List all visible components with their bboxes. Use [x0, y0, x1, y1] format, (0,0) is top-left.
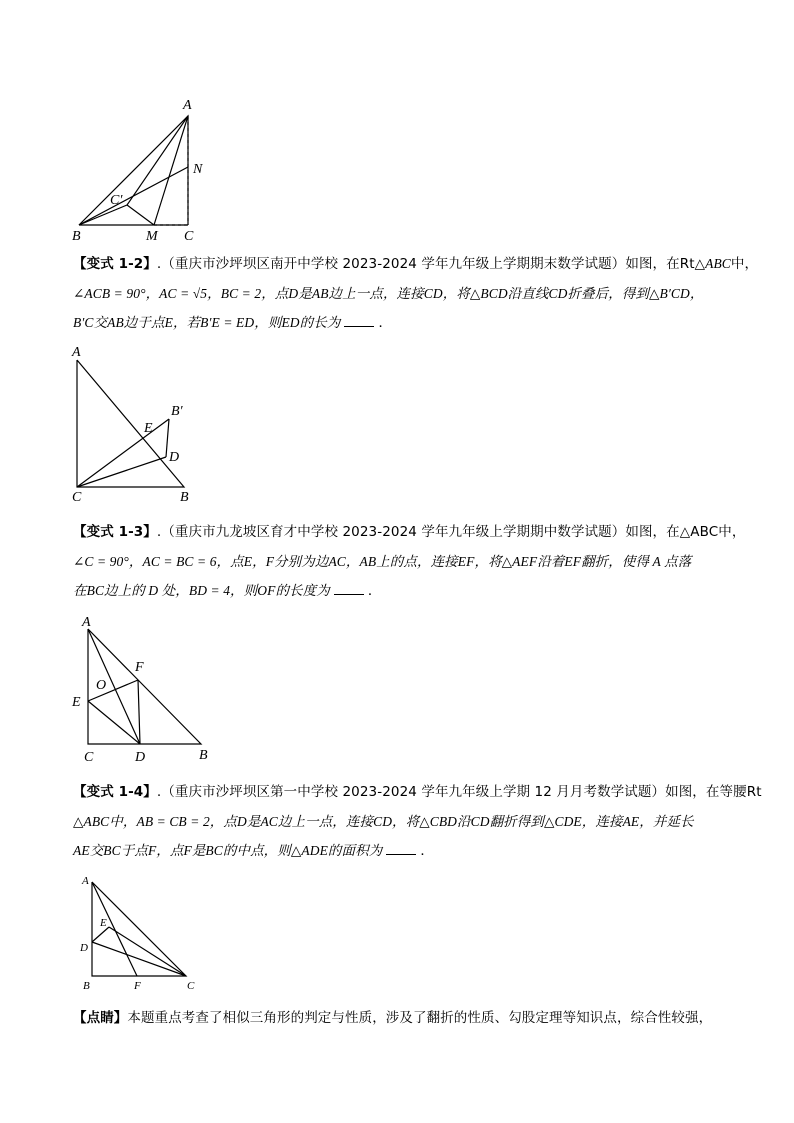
comment-tag: 【点睛】 — [73, 1010, 128, 1026]
problem-period: ． — [378, 315, 393, 331]
answer-blank — [386, 842, 416, 855]
problem-source: .（重庆市沙坪坝区南开中学校 2023-2024 学年九年级上学期期末数学试题）如图，在Rt△ — [156, 256, 706, 272]
fig4-label-d: D — [80, 942, 88, 954]
fig1-line-b-c-prime — [79, 205, 127, 225]
problem-question: AE交BC于点F，点F是BC的中点，则△ADE的面积为 — [73, 843, 383, 858]
fig2-label-b: B — [180, 490, 189, 505]
figure-1 — [70, 95, 220, 245]
fig4-label-f: F — [134, 980, 141, 992]
problem-1-2-line-1: 【变式 1-2】.（重庆市沙坪坝区南开中学校 2023-2024 学年九年级上学期期末数学试题）如图，在Rt△ABC中， — [73, 256, 759, 272]
fig3-label-b: B — [199, 748, 208, 763]
fig4-label-a: A — [82, 875, 89, 887]
fig3-line-ed — [88, 701, 140, 744]
problem-1-3 — [73, 518, 746, 606]
problem-source: .（重庆市沙坪坝区第一中学校 2023-2024 学年九年级上学期 12 月月考数学试题）如图，在等腰Rt — [156, 784, 762, 800]
problem-tag: 【变式 1-3】 — [73, 524, 157, 540]
fig4-line-ec — [109, 927, 186, 976]
fig1-label-a: A — [183, 98, 192, 113]
figure-3 — [68, 611, 218, 766]
fig4-label-e: E — [100, 917, 107, 929]
problem-period: ． — [367, 583, 382, 599]
problem-period: ． — [420, 843, 434, 859]
fig4-label-b: B — [83, 980, 90, 992]
fig2-label-c: C — [72, 490, 82, 505]
fig4-line-af — [92, 882, 137, 976]
fig1-line-c-prime-m — [127, 205, 154, 225]
comment-text: 本题重点考查了相似三角形的判定与性质，涉及了翻折的性质、勾股定理等知识点，综合性较强， — [127, 1010, 713, 1026]
fig2-line-cd — [77, 457, 166, 487]
problem-1-2-line-2: ∠ACB = 90°，AC = √5，BC = 2，点D是AB边上一点，连接CD，将△BCD沿直线CD折叠后，得到△B′CD， — [73, 286, 704, 301]
problem-1-2-line-3 — [73, 308, 733, 338]
fig3-line-fd — [138, 680, 140, 744]
problem-1-4-line-2: △ABC中，AB = CB = 2，点D是AC边上一点，连接CD，将△CBD沿CD翻折得到△CDE，连接AE，并延长 — [73, 814, 694, 829]
problem-source: .（重庆市九龙坡区育才中学校 2023-2024 学年九年级上学期期中数学试题）如图，在△ABC中， — [156, 524, 746, 540]
problem-question: B′C交AB边于点E，若B′E = ED，则ED的长为 — [73, 315, 341, 330]
problem-line-end: 中， — [730, 256, 759, 272]
fig4-line-dc — [92, 942, 186, 976]
fig1-label-c: C — [184, 229, 194, 244]
fig1-label-m: M — [146, 229, 158, 244]
problem-1-4-line-3 — [73, 836, 733, 866]
figure-2 — [68, 342, 208, 507]
problem-1-3-line-2: ∠C = 90°，AC = BC = 6，点E，F分别为边AC，AB上的点，连接EF，将△AEF沿着EF翻折，使得 A 点落 — [73, 554, 692, 569]
fig2-label-a: A — [72, 345, 81, 360]
answer-blank — [344, 314, 374, 327]
fig3-label-f: F — [135, 660, 144, 675]
fig2-label-b-prime: B′ — [171, 404, 183, 419]
comment-line — [73, 1004, 733, 1033]
problem-tag: 【变式 1-4】 — [73, 784, 157, 800]
fig4-label-c: C — [187, 980, 195, 992]
fig1-line-ac-prime — [127, 116, 188, 205]
fig1-label-c-prime: C′ — [110, 193, 123, 208]
fig1-label-n: N — [193, 162, 203, 177]
fig3-label-d: D — [135, 750, 146, 765]
fig2-label-d: D — [169, 450, 180, 465]
figure-4 — [74, 870, 204, 995]
fig1-line-bn — [79, 167, 188, 225]
fig3-label-a: A — [82, 615, 91, 630]
fig1-triangle-abc — [79, 116, 188, 225]
fig3-label-c: C — [84, 750, 94, 765]
fig4-line-de — [92, 927, 109, 942]
fig3-label-e: E — [72, 695, 81, 710]
answer-blank — [334, 582, 364, 595]
problem-1-2 — [73, 249, 759, 338]
comment — [73, 1004, 733, 1033]
fig2-triangle-acb — [77, 360, 184, 487]
fig3-label-o: O — [96, 678, 107, 693]
problem-question: 在BC边上的 D 处，BD = 4，则OF的长度为 — [73, 583, 330, 598]
problem-1-3-line-3 — [73, 576, 733, 606]
problem-1-4 — [73, 778, 762, 866]
problem-1-4-line-1 — [73, 778, 762, 807]
problem-tag: 【变式 1-2】 — [73, 256, 157, 272]
fig1-label-b: B — [72, 229, 81, 244]
fig2-label-e: E — [144, 421, 153, 436]
problem-1-3-line-1 — [73, 518, 746, 547]
